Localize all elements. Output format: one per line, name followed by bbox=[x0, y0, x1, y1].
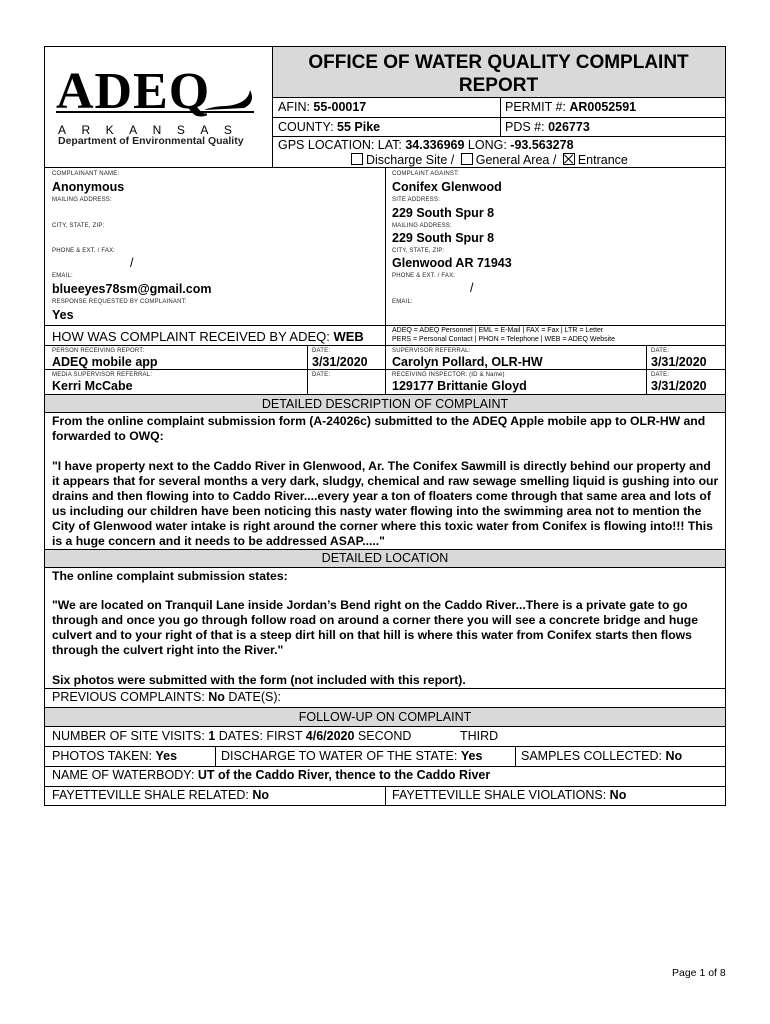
samples-collected: SAMPLES COLLECTED: No bbox=[521, 749, 683, 763]
against-city-label: CITY, STATE, ZIP: bbox=[392, 248, 445, 254]
description-intro: From the online complaint submission form (A-24026c) submitted to the ADEQ Apple mobile app to OLR-HW and forwarded to OWQ: bbox=[52, 414, 706, 443]
description-quote: "I have property next to the Caddo River in Glenwood, Ar. The Conifex Sawmill is directly behind our property and it appears that for several months a very dark, sludgy, chemical and raw sewage smelling liquid is gushing into our drains and then flowing into to Caddo River....every year a ton of floaters come through that same area and lots of us including our children have been noticing this nasty water flowing into the swimming area not to mention the City of Glenwood water intake is right around the corner where this toxic water from Conifex is flowing into!!! This is a huge concern and it needs to be addressed ASAP....." bbox=[52, 459, 719, 548]
followup-heading: FOLLOW-UP ON COMPLAINT bbox=[298, 710, 472, 724]
against-name: Conifex Glenwood bbox=[392, 180, 502, 194]
complainant-email-label: EMAIL: bbox=[52, 273, 73, 279]
complainant-name: Anonymous bbox=[52, 180, 125, 194]
person-date: 3/31/2020 bbox=[312, 355, 368, 369]
supervisor-label: SUPERVISOR REFERRAL: bbox=[392, 348, 471, 354]
svg-text:ADEQ: ADEQ bbox=[56, 63, 211, 120]
afin-field: AFIN: 55-00017 bbox=[278, 100, 367, 114]
page-number: Page 1 of 8 bbox=[672, 967, 726, 979]
general-area-checkbox[interactable] bbox=[461, 153, 473, 165]
media-supervisor-label: MEDIA SUPERVISOR REFERRAL: bbox=[52, 372, 153, 378]
against-mailing: 229 South Spur 8 bbox=[392, 231, 495, 245]
location-quote: "We are located on Tranquil Lane inside Jordan’s Bend right on the Caddo River...There is a private gate to go through and once you go through follow road on around a corner there you will see a concrete bridge and huge culvert and to your right of that is a steep dirt hill on that hill is where this water from Conifex starts then flows through the culvert right into the River." bbox=[52, 598, 698, 657]
against-phone: / bbox=[470, 281, 474, 295]
complainant-email: blueeyes78sm@gmail.com bbox=[52, 282, 212, 296]
complainant-city-label: CITY, STATE, ZIP: bbox=[52, 223, 105, 229]
discharge-site-checkbox[interactable] bbox=[351, 153, 363, 165]
against-label: COMPLAINT AGAINST: bbox=[392, 171, 460, 177]
location-heading: DETAILED LOCATION bbox=[321, 551, 449, 565]
received-method: HOW WAS COMPLAINT RECEIVED BY ADEQ: WEB bbox=[52, 329, 364, 344]
report-title-line2: REPORT bbox=[458, 75, 539, 96]
received-legend-2: PERS = Personal Contact | PHON = Telephone | WEB = ADEQ Website bbox=[392, 336, 616, 343]
county-field: COUNTY: 55 Pike bbox=[278, 120, 381, 134]
media-supervisor: Kerri McCabe bbox=[52, 379, 133, 393]
supervisor-date-label: DATE: bbox=[651, 348, 670, 354]
response-requested-label: RESPONSE REQUESTED BY COMPLAINANT: bbox=[52, 299, 187, 305]
logo-department: Department of Environmental Quality bbox=[58, 135, 244, 147]
previous-complaints: PREVIOUS COMPLAINTS: No DATE(S): bbox=[52, 690, 281, 704]
person-receiving: ADEQ mobile app bbox=[52, 355, 158, 369]
response-requested: Yes bbox=[52, 308, 74, 322]
against-email-label: EMAIL: bbox=[392, 299, 413, 305]
description-heading: DETAILED DESCRIPTION OF COMPLAINT bbox=[261, 397, 509, 411]
inspector-label: RECEIVING INSPECTOR: (ID & Name) bbox=[392, 372, 505, 378]
third-visit: THIRD bbox=[460, 729, 499, 743]
photos-note: Six photos were submitted with the form (not included with this report). bbox=[52, 673, 466, 687]
complainant-phone-label: PHONE & EXT. / FAX: bbox=[52, 248, 116, 254]
against-phone-label: PHONE & EXT. / FAX: bbox=[392, 273, 456, 279]
photos-taken: PHOTOS TAKEN: Yes bbox=[52, 749, 178, 763]
inspector: 129177 Brittanie Gloyd bbox=[392, 379, 527, 393]
shale-related: FAYETTEVILLE SHALE RELATED: No bbox=[52, 788, 269, 802]
supervisor: Carolyn Pollard, OLR-HW bbox=[392, 355, 543, 369]
site-address: 229 South Spur 8 bbox=[392, 206, 495, 220]
location-type-options: Discharge Site / General Area / Entrance bbox=[348, 153, 628, 167]
received-legend-1: ADEQ = ADEQ Personnel | EML = E-Mail | FAX = Fax | LTR = Letter bbox=[392, 327, 604, 334]
complainant-phone: / bbox=[130, 256, 134, 270]
gps-field: GPS LOCATION: LAT: 34.336969 LONG: -93.563278 bbox=[278, 138, 574, 152]
person-receiving-label: PERSON RECEIVING REPORT: bbox=[52, 348, 145, 354]
media-date-label: DATE: bbox=[312, 372, 331, 378]
discharge-to-water: DISCHARGE TO WATER OF THE STATE: Yes bbox=[221, 749, 483, 763]
inspector-date-label: DATE: bbox=[651, 372, 670, 378]
location-intro: The online complaint submission states: bbox=[52, 569, 288, 583]
waterbody: NAME OF WATERBODY: UT of the Caddo River, thence to the Caddo River bbox=[52, 768, 491, 782]
report-title: OFFICE OF WATER QUALITY COMPLAINT bbox=[308, 52, 689, 73]
shale-violations: FAYETTEVILLE SHALE VIOLATIONS: No bbox=[392, 788, 627, 802]
entrance-checkbox[interactable] bbox=[563, 153, 575, 165]
against-city: Glenwood AR 71943 bbox=[392, 256, 512, 270]
complainant-name-label: COMPLAINANT NAME: bbox=[52, 171, 120, 177]
inspector-date: 3/31/2020 bbox=[651, 379, 707, 393]
against-mailing-label: MAILING ADDRESS: bbox=[392, 223, 452, 229]
supervisor-date: 3/31/2020 bbox=[651, 355, 707, 369]
person-date-label: DATE: bbox=[312, 348, 331, 354]
site-visits: NUMBER OF SITE VISITS: 1 DATES: FIRST 4/6/2020 SECOND bbox=[52, 729, 412, 743]
permit-field: PERMIT #: AR0052591 bbox=[505, 100, 637, 114]
complainant-mailing-label: MAILING ADDRESS: bbox=[52, 197, 112, 203]
site-address-label: SITE ADDRESS: bbox=[392, 197, 440, 203]
logo-state: ARKANSAS bbox=[58, 123, 248, 137]
pds-field: PDS #: 026773 bbox=[505, 120, 590, 134]
